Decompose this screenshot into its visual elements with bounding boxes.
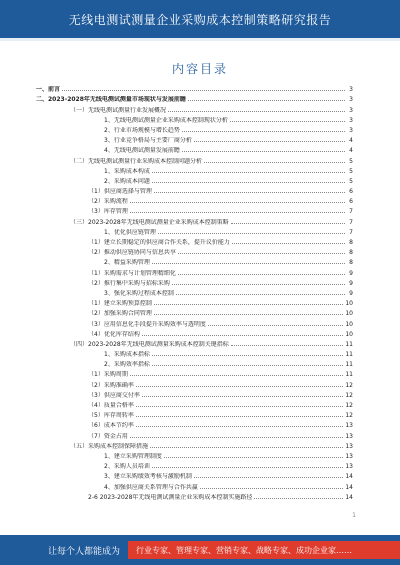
toc-entry-label: （6）成本节约率 [88,422,134,430]
toc-entry[interactable] [36,399,353,409]
toc-entry-page: 12 [345,412,353,420]
toc-entry-page: 5 [349,157,353,165]
toc-entry-page: 9 [349,289,353,297]
toc-entry[interactable] [36,297,353,307]
toc-entry-page: 13 [345,442,353,450]
toc-leader-dots [152,355,344,356]
toc-entry-page: 13 [345,463,353,471]
toc-entry[interactable] [36,338,353,348]
toc-leader-dots [182,151,345,152]
toc-leader-dots [188,100,345,101]
toc-entry[interactable] [36,124,353,134]
toc-entry-page: 9 [349,279,353,287]
toc-entry-label: （2）推行集中采购与招标采购 [88,279,170,287]
toc-entry-page: 8 [349,239,353,246]
toc-leader-dots [164,457,344,458]
toc-leader-dots [176,294,345,295]
toc-entry-label: 2-6 2023-2028年无线电测试测量企业采购成本控制实施路径 [88,493,253,501]
toc-leader-dots [230,121,345,122]
toc-entry[interactable] [36,419,353,429]
toc-leader-dots [152,182,345,183]
toc-entry-page: 3 [349,86,353,94]
toc-leader-dots [231,345,344,346]
toc-entry[interactable] [36,165,353,175]
toc-entry[interactable] [36,134,353,144]
toc-leader-dots [152,172,345,173]
toc-entry-label: 4、无线电测试测量发展前瞻 [104,147,180,155]
toc-leader-dots [204,162,345,163]
toc-leader-dots [182,131,345,132]
report-title: 无线电测试测量企业采购成本控制策略研究报告 [68,13,332,27]
toc-leader-dots [154,314,344,315]
toc-entry[interactable] [36,389,353,399]
toc-entry[interactable] [36,103,353,113]
toc-entry-label: （四）2023-2028年无线电测试测量采购成本控制关键指标 [70,340,229,348]
toc-entry-page: 6 [349,188,353,196]
toc-entry[interactable] [36,440,353,450]
toc-leader-dots [152,467,344,468]
toc-leader-dots [136,426,344,427]
toc-entry[interactable] [36,460,353,470]
toc-entry-page: 6 [349,198,353,206]
toc-entry-page: 11 [345,340,353,348]
toc-entry-label: 2、采购人员培训 [104,463,150,471]
toc-leader-dots [62,90,345,91]
toc-entry[interactable] [36,491,353,501]
toc-entry-page: 7 [349,218,353,226]
toc-entry[interactable] [36,307,353,317]
toc-entry-label: （一）无线电测试测量行业发展概况 [70,106,167,114]
toc-leader-dots [130,375,344,376]
toc-entry[interactable] [36,266,353,276]
toc-entry[interactable] [36,317,353,327]
toc-entry[interactable] [36,83,353,93]
toc-entry-label: （1）采购需求与计划管理精细化 [88,269,176,277]
toc-entry-page: 3 [349,116,353,124]
toc-entry[interactable] [36,429,353,439]
toc-entry[interactable] [36,480,353,490]
toc-entry-label: （1）供应商选择与管理 [88,188,152,196]
toc-entry-page: 13 [345,432,353,440]
toc-entry-label: （5）库存周转率 [88,412,134,420]
toc-entry-label: （1）建立采购预算控制 [88,300,152,308]
toc-leader-dots [232,243,345,244]
toc-entry[interactable] [36,114,353,124]
toc-entry-label: 1、建立采购管理制度 [104,452,162,460]
toc-entry[interactable] [36,175,353,185]
toc-leader-dots [231,223,345,224]
toc-entry-page: 4 [349,137,353,145]
toc-entry-page: 8 [349,259,353,267]
toc-entry[interactable] [36,368,353,378]
toc-leader-dots [130,202,345,203]
toc-leader-dots [154,192,345,193]
toc-entry-label: （7）资金占用 [88,432,128,440]
toc-entry-label: 1、无线电测试测量企业采购成本控制现状分析 [104,116,228,124]
toc-entry-page: 5 [349,177,353,185]
toc-entry-label: 一、前言 [36,86,61,94]
toc-entry[interactable] [36,246,353,256]
toc-entry[interactable] [36,236,353,246]
toc-entry-page: 12 [345,381,353,389]
toc-leader-dots [152,365,344,366]
toc-entry-label: 2、采购效率指标 [104,361,150,369]
toc-entry[interactable] [36,144,353,154]
toc-entry-label: 1、优化供应链管理 [104,228,156,236]
toc-leader-dots [154,304,344,305]
toc-entry-page: 13 [345,422,353,430]
toc-entry[interactable] [36,195,353,205]
toc-entry-page: 7 [349,208,353,216]
toc-leader-dots [130,437,344,438]
toc-entry[interactable] [36,226,353,236]
toc-entry-page: 4 [349,147,353,155]
toc-entry-label: （五）采购成本控制保障措施 [70,442,149,450]
toc-leader-dots [172,284,345,285]
toc-entry-label: （2）采购准确率 [88,381,134,389]
toc-entry-label: 3、行业竞争格局与主要厂商分析 [104,137,192,145]
toc-entry-page: 13 [345,452,353,460]
toc-leader-dots [136,406,344,407]
header-stripe [0,38,400,41]
toc-leader-dots [152,263,345,264]
toc-entry[interactable] [36,185,353,195]
toc-entry-page: 9 [349,269,353,277]
toc-leader-dots [178,253,345,254]
toc-entry-label: 2、行业市场规模与增长趋势 [104,126,180,134]
toc-leader-dots [142,396,344,397]
toc-entry[interactable] [36,154,353,164]
toc-entry-label: （4）质量合格率 [88,402,134,409]
toc-leader-dots [150,447,343,448]
toc-entry-label: 二、2023-2028年无线电测试测量市场现状与发展前瞻 [36,96,186,104]
toc-entry-page: 10 [345,320,353,328]
toc-leader-dots [178,274,345,275]
toc-entry-page: 11 [345,361,353,369]
toc-entry[interactable] [36,348,353,358]
toc-entry-label: 4、加强供应商关系管理与合作共赢 [104,483,198,491]
toc-leader-dots [136,386,344,387]
toc-leader-dots [168,111,345,112]
toc-entry-page: 3 [349,106,353,114]
toc-entry-page: 14 [345,473,353,481]
footer-bar [0,535,400,565]
toc-entry[interactable] [36,93,353,103]
toc-entry-page: 10 [345,310,353,318]
toc-leader-dots [158,233,345,234]
toc-entry-label: （3）供应商交付率 [88,391,140,399]
toc-leader-dots [130,212,345,213]
toc-entry[interactable] [36,277,353,287]
toc-entry-label: （三）2023-2028年无线电测试测量企业采购成本控制策略 [70,218,229,226]
toc-entry-label: （2）推动供应链协同与信息共享 [88,249,176,257]
toc-entry[interactable] [36,215,353,225]
toc-leader-dots [194,477,344,478]
toc-entry-label: （4）优化库存结构 [88,330,140,338]
toc-leader-dots [254,498,343,499]
toc-entry-page: 14 [345,483,353,491]
toc-entry-page: 5 [349,167,353,175]
page-number: 1 [352,512,356,519]
toc-leader-dots [136,416,344,417]
toc-leader-dots [200,488,344,489]
toc-entry[interactable] [36,328,353,338]
toc-entry-label: （1）建立长期稳定的供应商合作关系，提升议价能力 [88,239,230,246]
toc-entry-page: 10 [345,330,353,338]
toc-entry-page: 12 [345,402,353,409]
toc-entry-page: 11 [345,371,353,379]
toc-entry-page: 11 [345,351,353,359]
toc-heading: 内容目录 [171,62,228,76]
toc-entry-label: 1、采购成本指标 [104,351,150,359]
toc-entry-label: （3）应用信息化手段提升采购效率与透明度 [88,320,206,328]
toc-entry-label: （2）采购流程 [88,198,128,206]
toc-entry-label: 2、精益采购管理 [104,259,150,267]
toc-entry-label: 2、采购成本问题 [104,177,150,185]
toc-entry[interactable] [36,470,353,480]
toc-entry-label: （2）加强采购合同管理 [88,310,152,318]
toc-leader-dots [194,141,345,142]
toc-entry-label: 3、建立采购绩效考核与激励机制 [104,473,192,481]
footer-tagline: 行业专家、管理专家、营销专家、战略专家、成功企业家…… [136,546,352,555]
toc-entry-page: 8 [349,249,353,257]
toc-entry[interactable] [36,205,353,215]
toc-leader-dots [142,335,344,336]
table-of-contents [36,83,353,501]
footer-slogan: 让每个人都能成为 [48,547,121,557]
toc-entry[interactable] [36,358,353,368]
toc-entry[interactable] [36,450,353,460]
toc-entry[interactable] [36,409,353,419]
report-header-bar [0,0,400,38]
toc-entry-label: （二）无线电测试测量行业采购成本控制问题分析 [70,157,203,165]
toc-entry-label: 3、强化采购过程成本控制 [104,289,174,297]
toc-entry-page: 3 [349,96,353,104]
toc-entry-label: （1）采购周期 [88,371,128,379]
toc-entry-label: （3）库存管理 [88,208,128,216]
toc-entry-label: 1、采购成本构成 [104,167,150,175]
toc-entry-page: 3 [349,126,353,134]
toc-entry[interactable] [36,378,353,388]
toc-entry-page: 7 [349,228,353,236]
toc-entry-page: 12 [345,391,353,399]
toc-entry[interactable] [36,256,353,266]
toc-entry[interactable] [36,287,353,297]
toc-entry-page: 10 [345,300,353,308]
toc-leader-dots [208,325,344,326]
toc-entry-page: 14 [345,493,353,501]
